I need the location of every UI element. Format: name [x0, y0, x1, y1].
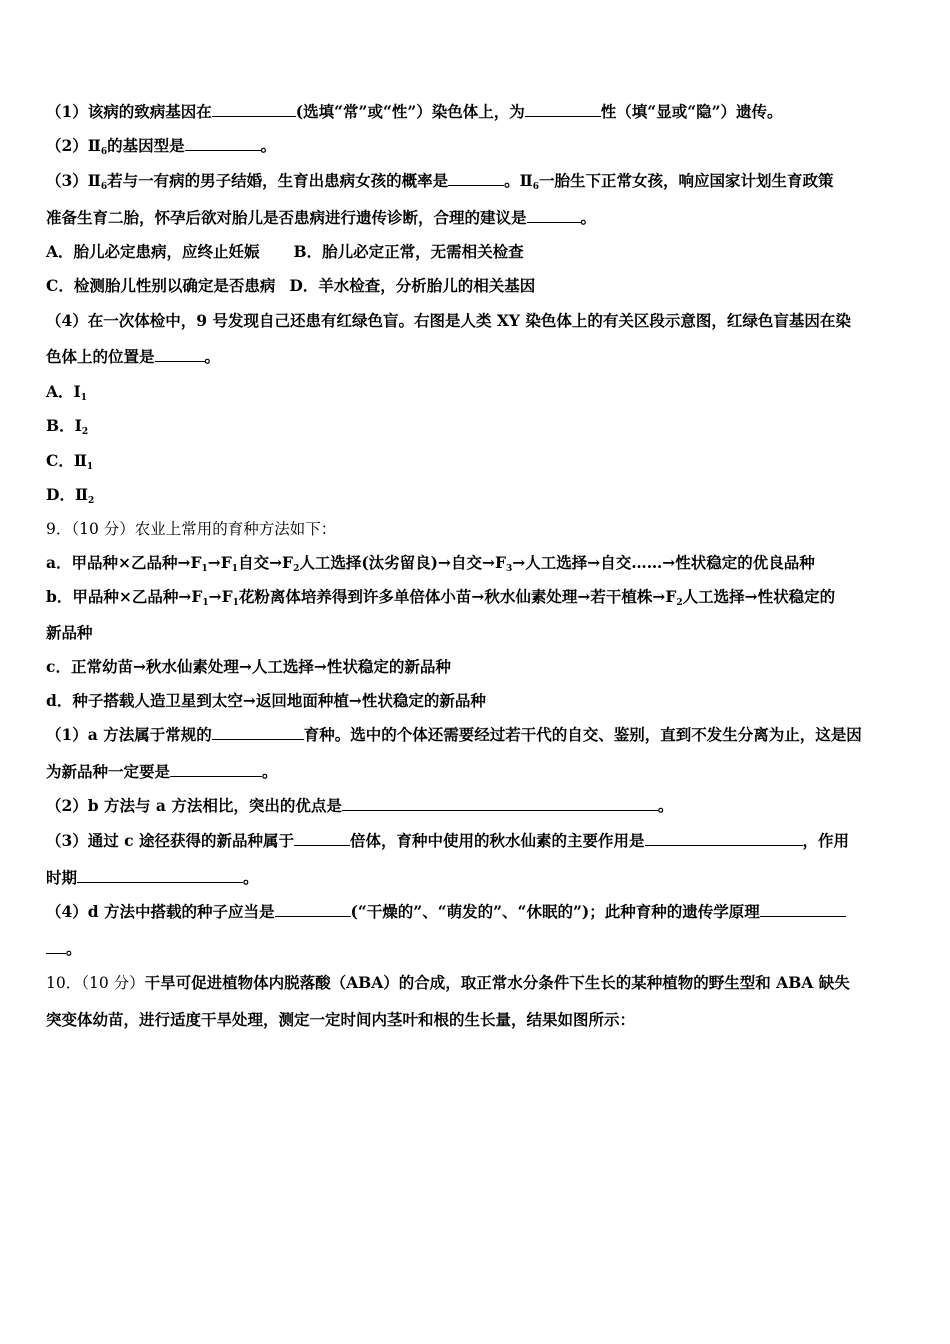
text: a．甲品种×乙品种→F [46, 553, 202, 572]
q9-sub2 [46, 795, 673, 817]
q8-part3-text-a: （3）Ⅱ [46, 171, 101, 190]
subscript: 1 [231, 564, 239, 574]
blank[interactable] [46, 938, 66, 954]
q9-method-d: d．种子搭载人造卫星到太空→返回地面种植→性状稳定的新品种 [46, 691, 486, 710]
q8-part1-text-a: （1）该病的致病基因在 [46, 102, 212, 121]
q9-sub1 [46, 724, 862, 746]
blank[interactable] [170, 761, 262, 777]
subscript: 2 [293, 564, 300, 574]
subscript: 3 [505, 564, 513, 574]
blank[interactable] [275, 901, 351, 917]
q9-method-b-cont: 新品种 [46, 623, 93, 642]
blank[interactable] [342, 795, 658, 811]
q8-part4-cont [46, 346, 220, 368]
text: （3）通过 c 途径获得的新品种属于 [46, 831, 295, 850]
choice-b[interactable] [46, 415, 88, 443]
text: 人工选择(汰劣留良)→自交→F [299, 553, 506, 572]
option-c[interactable]: C．检测胎儿性别以确定是否患病 [46, 276, 276, 295]
text: 时期 [46, 868, 78, 887]
blank[interactable] [760, 901, 846, 917]
text: ，作用 [802, 831, 850, 850]
text: →人工选择→自交……→性状稳定的优良品种 [512, 553, 815, 572]
subscript: 1 [86, 462, 94, 472]
subscript: 6 [100, 147, 108, 157]
choice-label: B．I [46, 416, 82, 435]
q8-part4b-text-b: 。 [204, 347, 221, 366]
blank[interactable] [155, 346, 205, 362]
text: 自交→F [238, 553, 294, 572]
text: 。 [66, 939, 82, 958]
blank[interactable] [448, 170, 504, 186]
q9-method-c: c．正常幼苗→秋水仙素处理→人工选择→性状稳定的新品种 [46, 657, 451, 676]
choice-label: A．I [46, 382, 81, 401]
subscript: 6 [100, 182, 108, 192]
text: （2）b 方法与 a 方法相比，突出的优点是 [46, 796, 342, 815]
q8-part1-text-c: 性（填“显或“隐”）遗传。 [600, 102, 783, 121]
text: 。 [657, 796, 674, 815]
blank[interactable] [527, 207, 581, 223]
choice-a[interactable] [46, 381, 87, 409]
text: 倍体，育种中使用的秋水仙素的主要作用是 [350, 831, 645, 850]
choice-d[interactable] [46, 484, 94, 512]
subscript: 2 [81, 427, 89, 437]
question-number: 9．（10 分） [46, 520, 135, 538]
q8-part3 [46, 170, 834, 198]
text: 人工选择→性状稳定的 [682, 587, 836, 606]
q10-line2: 突变体幼苗，进行适度干旱处理，测定一定时间内茎叶和根的生长量，结果如图所示： [46, 1010, 636, 1029]
blank[interactable] [645, 830, 803, 846]
blank[interactable] [212, 101, 296, 117]
text: （1）a 方法属于常规的 [46, 725, 212, 744]
q8-part3b-text-b: 。 [580, 208, 597, 227]
subscript: 1 [202, 598, 209, 608]
q8-part2-text-c: 。 [260, 136, 277, 155]
text: 。 [262, 762, 278, 781]
blank[interactable] [185, 135, 261, 151]
text: →F [207, 553, 232, 572]
q9-sub4 [46, 901, 846, 923]
option-a[interactable]: A．胎儿必定患病，应终止妊娠 [46, 242, 260, 261]
q8-part2 [46, 135, 276, 163]
question-title: 农业上常用的育种方法如下： [134, 520, 337, 538]
text: （4）d 方法中搭载的种子应当是 [46, 902, 275, 921]
q8-options-ab [46, 241, 524, 263]
subscript: 2 [676, 598, 683, 608]
q8-part2-text-b: 的基因型是 [107, 136, 185, 155]
blank[interactable] [212, 724, 304, 740]
option-d[interactable]: D．羊水检查，分析胎儿的相关基因 [289, 276, 536, 295]
blank[interactable] [525, 101, 601, 117]
q8-part4b-text-a: 色体上的位置是 [46, 347, 155, 366]
text: 。 [243, 868, 259, 887]
q8-part1 [46, 101, 783, 123]
q9-sub3 [46, 830, 849, 852]
q8-part3-cont [46, 207, 596, 229]
text: (“干燥的”、“萌发的”、“休眠的”)；此种育种的遗传学原理 [350, 902, 760, 921]
text: 育种。选中的个体还需要经过若干代的自交、鉴别，直到不发生分离为止，这是因 [303, 725, 862, 744]
choice-c[interactable] [46, 450, 93, 478]
q8-part4: （4）在一次体检中，9 号发现自己还患有红绿色盲。右图是人类 XY 染色体上的有关区段示意图，红绿色盲基因在染 [46, 311, 851, 330]
blank[interactable] [77, 867, 243, 883]
q9-method-a [46, 552, 815, 580]
text: b．甲品种×乙品种→F [46, 587, 203, 606]
q8-part3-text-b: 若与一有病的男子结婚，生育出患病女孩的概率是 [107, 171, 449, 190]
text: →F [208, 587, 233, 606]
text: 为新品种一定要是 [46, 762, 171, 781]
q9-header [46, 518, 336, 540]
subscript: 1 [201, 564, 208, 574]
subscript: 1 [80, 393, 88, 403]
text: 花粉离体培养得到许多单倍体小苗→秋水仙素处理→若干植株→F [238, 587, 677, 606]
q9-sub4-cont [46, 938, 82, 960]
subscript: 2 [88, 496, 95, 506]
q8-options-cd [46, 275, 535, 297]
choice-label: C．Ⅱ [46, 451, 87, 470]
q9-sub3-cont [46, 867, 259, 889]
q8-part3-text-c: 。Ⅱ [504, 171, 533, 190]
subscript: 1 [232, 598, 239, 608]
blank[interactable] [294, 830, 350, 846]
question-number: 10．（10 分） [46, 974, 145, 992]
text: 干旱可促进植物体内脱落酸（ABA）的合成，取正常水分条件下生长的某种植物的野生型和 ABA 缺失 [144, 973, 850, 992]
choice-label: D．Ⅱ [46, 485, 89, 504]
q9-sub1-cont [46, 761, 278, 783]
q8-part2-text-a: （2）Ⅱ [46, 136, 101, 155]
q8-part3-text-d: 一胎生下正常女孩，响应国家计划生育政策 [538, 171, 834, 190]
q10-line1 [46, 972, 850, 994]
q8-part1-text-b: (选填“常”或“性”）染色体上，为 [295, 102, 525, 121]
q8-part3b-text-a: 准备生育二胎，怀孕后欲对胎儿是否患病进行遗传诊断，合理的建议是 [46, 208, 527, 227]
subscript: 6 [532, 182, 539, 192]
option-b[interactable]: B．胎儿必定正常，无需相关检查 [293, 242, 524, 261]
q9-method-b [46, 586, 835, 614]
